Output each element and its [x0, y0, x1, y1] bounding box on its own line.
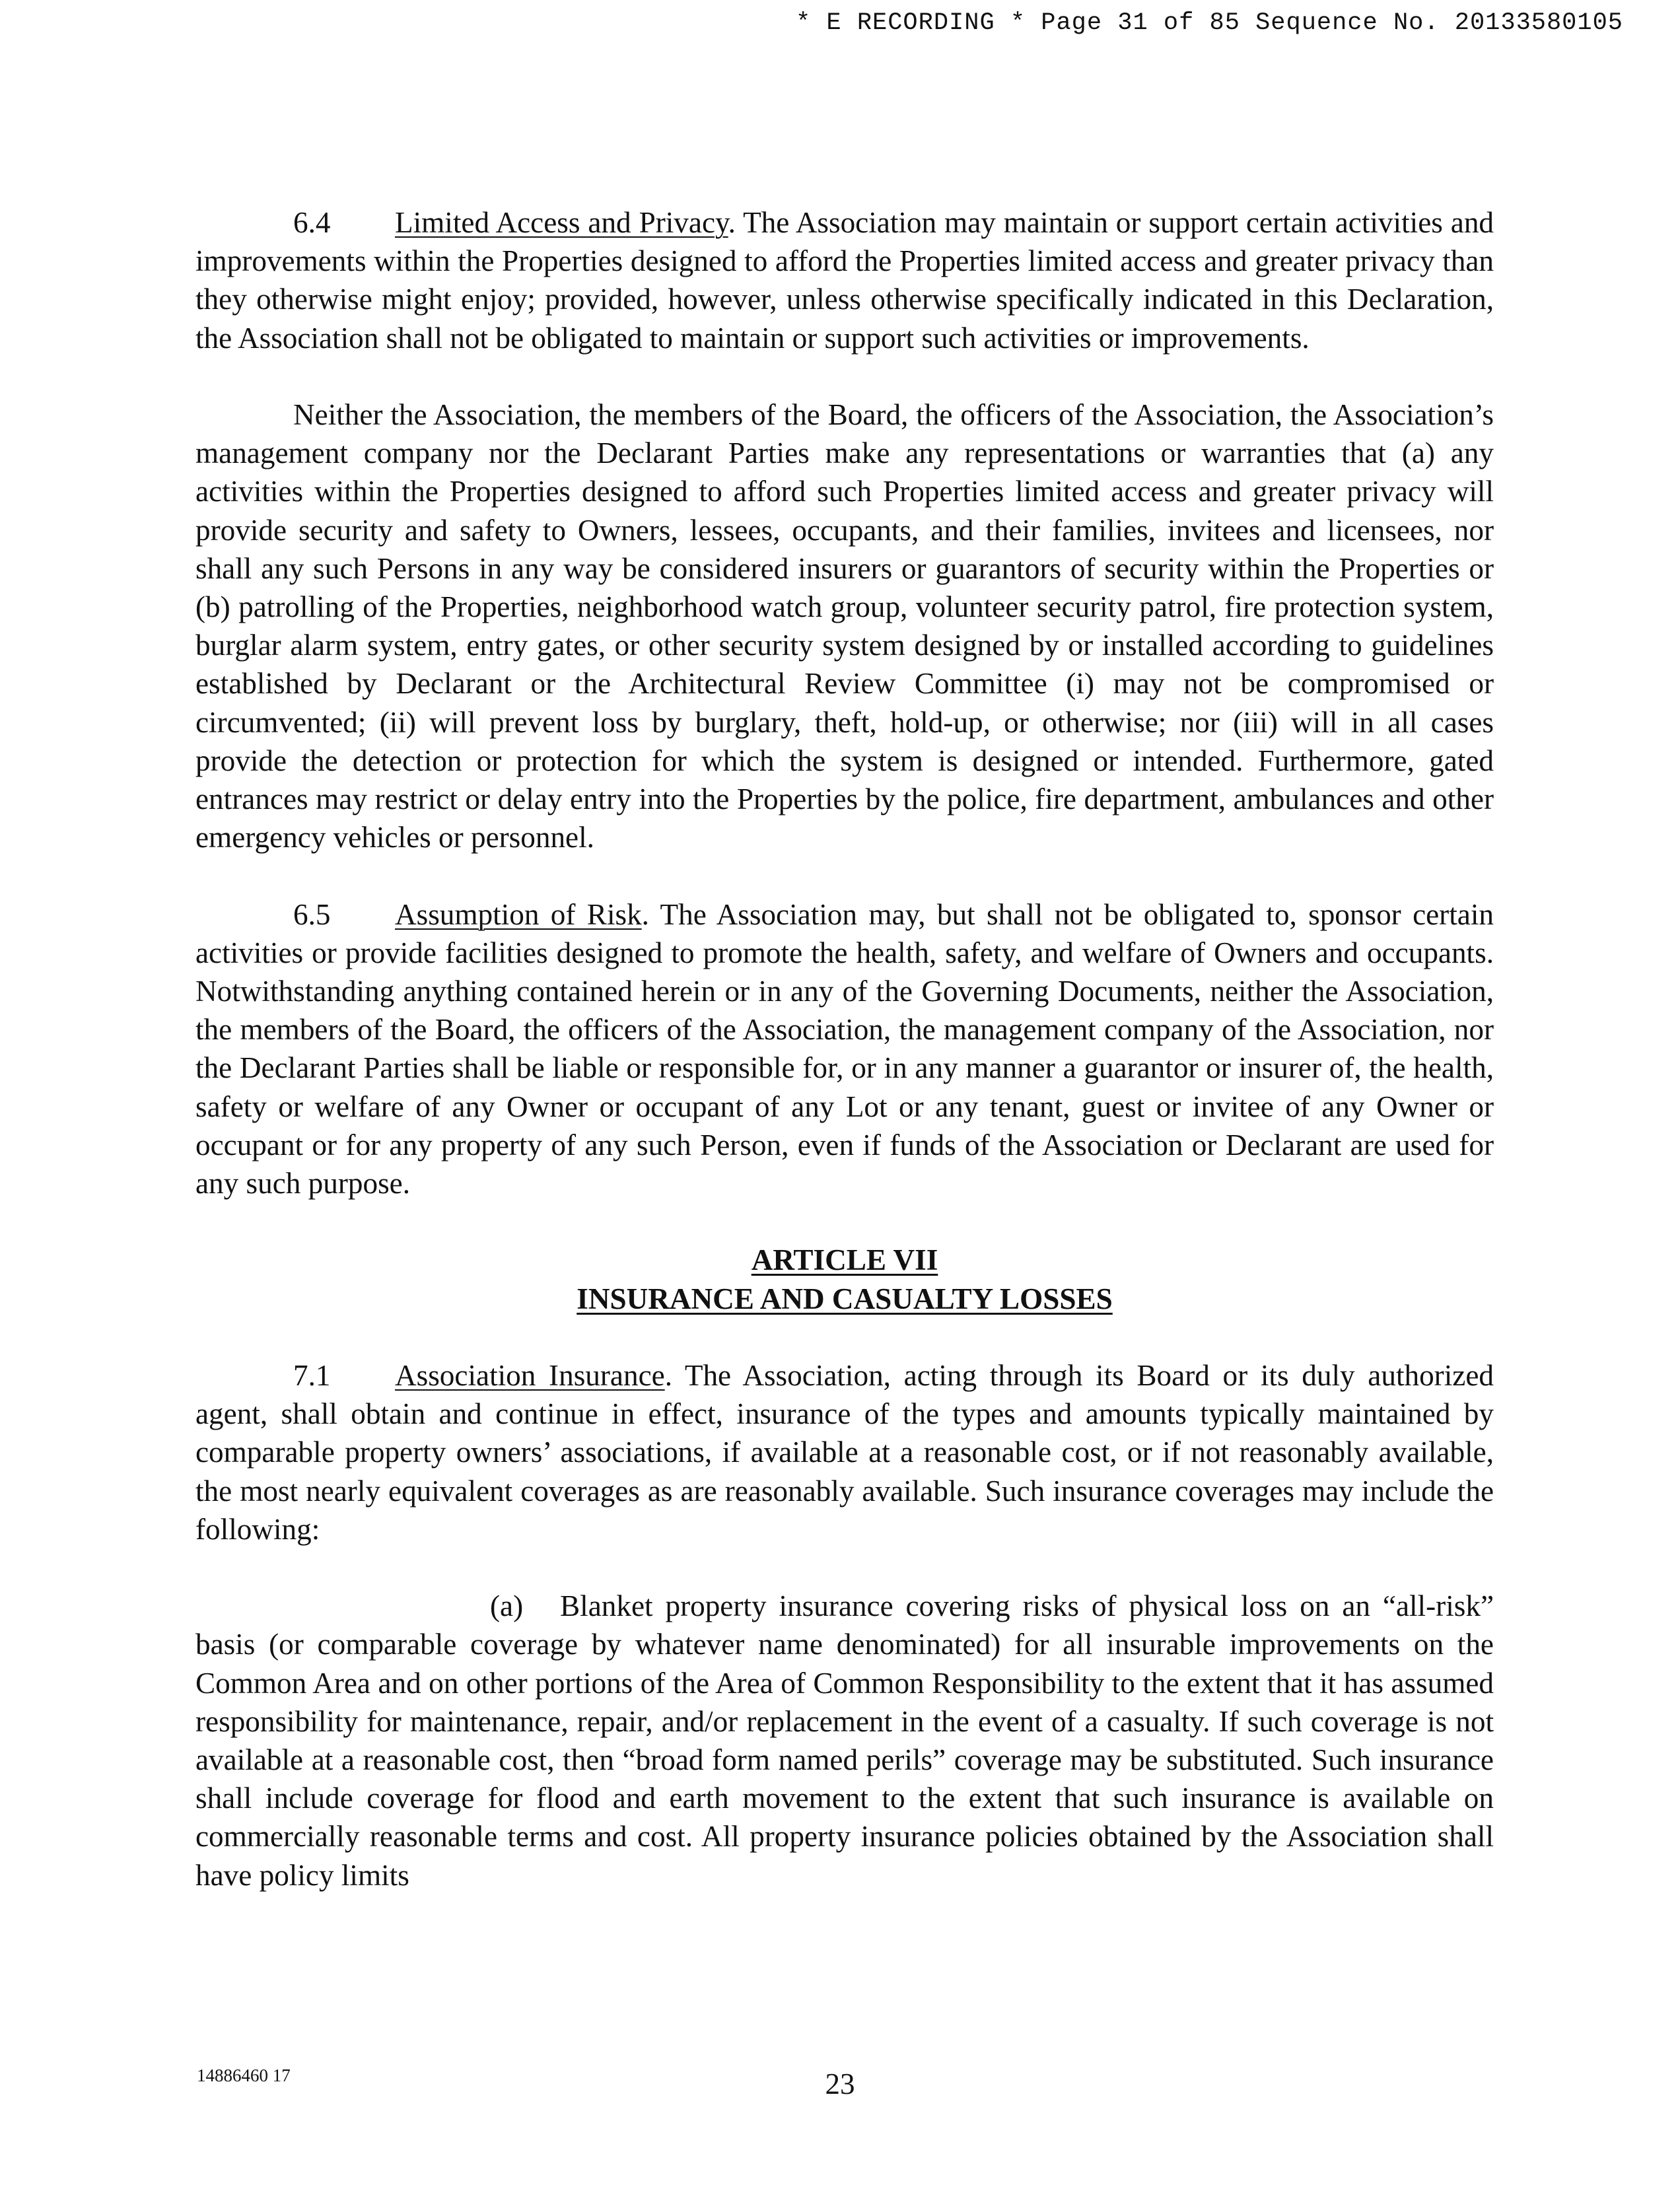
document-body [195, 203, 1494, 1933]
section-7-1-a [195, 1587, 1494, 1894]
section-text: The Association may maintain or support certain activities and improvements within the Properties designed to afford the Properties limited access and greater privacy than they otherwise might enjoy; provided, however, unless otherwise specifically indicated in this Declaration, the Association shall not be obligated to maintain or support such activities or improvements. [195, 206, 1494, 355]
article-heading [195, 1241, 1494, 1317]
section-6-5: 6.5 Assumption of Risk. The Association may, but shall not be obligated to, sponsor certain activities or provide facilities designed to promote the health, safety, and welfare of Owners and occupants. Notwithstanding anything contained herein or in any of the Governing Documents, neither the Association, the members of the Board, the officers of the Association, the management company of the Association, nor the Declarant Parties shall be liable or responsible for, or in any manner a guarantor or insurer of, the health, safety or welfare of any Owner or occupant of any Lot or any tenant, guest or invitee of any Owner or occupant or for any property of any such Person, even if funds of the Association or Declarant are used for any such purpose. [195, 895, 1494, 1203]
recording-stamp: * E RECORDING * Page 31 of 85 Sequence No. 20133580105 [796, 9, 1623, 37]
section-title: Assumption of Risk [395, 897, 642, 931]
article-title: INSURANCE AND CASUALTY LOSSES [577, 1282, 1113, 1315]
page-number: 23 [825, 2067, 855, 2100]
section-text: The Association, acting through its Board or its duly authorized agent, shall obtain and continue in effect, insurance of the types and amounts typically maintained by comparable property owners’ associations, if available at a reasonable cost, or if not reasonably available, the most nearly equivalent coverages as are reasonably available. Such insurance coverages may include the following: [195, 1359, 1494, 1546]
section-title: Limited Access and Privacy [395, 206, 728, 239]
section-6-4-continued: Neither the Association, the members of the Board, the officers of the Association, the Association’s management company nor the Declarant Parties make any representations or warranties that (a) any activities within the Properties designed to afford such Properties limited access and greater privacy will provide security and safety to Owners, lessees, occupants, and their families, invitees and licensees, nor shall any such Persons in any way be considered insurers or guarantors of security within the Properties or (b) patrolling of the Properties, neighborhood watch group, volunteer security patrol, fire protection system, burglar alarm system, entry gates, or other security system designed by or installed according to guidelines established by Declarant or the Architectural Review Committee (i) may not be compromised or circumvented; (ii) will prevent loss by burglary, theft, hold-up, or otherwise; nor (iii) will in all cases provide the detection or protection for which the system is designed or intended. Furthermore, gated entrances may restrict or delay entry into the Properties by the police, fire department, ambulances and other emergency vehicles or personnel. [195, 398, 1494, 854]
document-id: 14886460 17 [197, 2066, 291, 2085]
section-number: 6.4 [293, 206, 331, 239]
section-number: 6.5 [293, 897, 331, 931]
article-number: ARTICLE VII [751, 1243, 938, 1277]
section-number: 7.1 [293, 1359, 331, 1393]
subsection-label: (a) [490, 1589, 524, 1623]
section-title: Association Insurance [395, 1359, 665, 1393]
subsection-text: Blanket property insurance covering risks of physical loss on an “all-risk” basis (or comparable coverage by whatever name denominated) for all insurable improvements on the Common Area and on other portions of the Area of Common Responsibility to the extent that it has assumed responsibility for maintenance, repair, and/or replacement in the event of a casualty. If such coverage is not available at a reasonable cost, then “broad form named perils” coverage may be substituted. Such insurance shall include coverage for flood and earth movement to the extent that such insurance is available on commercially reasonable terms and cost. All property insurance policies obtained by the Association shall have policy limits [195, 1589, 1494, 1892]
section-7-1: 7.1 Association Insurance. The Association, acting through its Board or its duly authorized agent, shall obtain and continue in effect, insurance of the types and amounts typically maintained by comparable property owners’ associations, if available at a reasonable cost, or if not reasonably available, the most nearly equivalent coverages as are reasonably available. Such insurance coverages may include the following: [195, 1356, 1494, 1548]
section-6-4: 6.4 Limited Access and Privacy. The Association may maintain or support certain activities and improvements within the Properties designed to afford the Properties limited access and greater privacy than they otherwise might enjoy; provided, however, unless otherwise specifically indicated in this Declaration, the Association shall not be obligated to maintain or support such activities or improvements. [195, 203, 1494, 357]
section-text: The Association may, but shall not be obligated to, sponsor certain activities or provide facilities designed to promote the health, safety, and welfare of Owners and occupants. Notwithstanding anything contained herein or in any of the Governing Documents, neither the Association, the members of the Board, the officers of the Association, the management company of the Association, nor the Declarant Parties shall be liable or responsible for, or in any manner a guarantor or insurer of, the health, safety or welfare of any Owner or occupant of any Lot or any tenant, guest or invitee of any Owner or occupant or for any property of any such Person, even if funds of the Association or Declarant are used for any such purpose. [195, 897, 1494, 1200]
